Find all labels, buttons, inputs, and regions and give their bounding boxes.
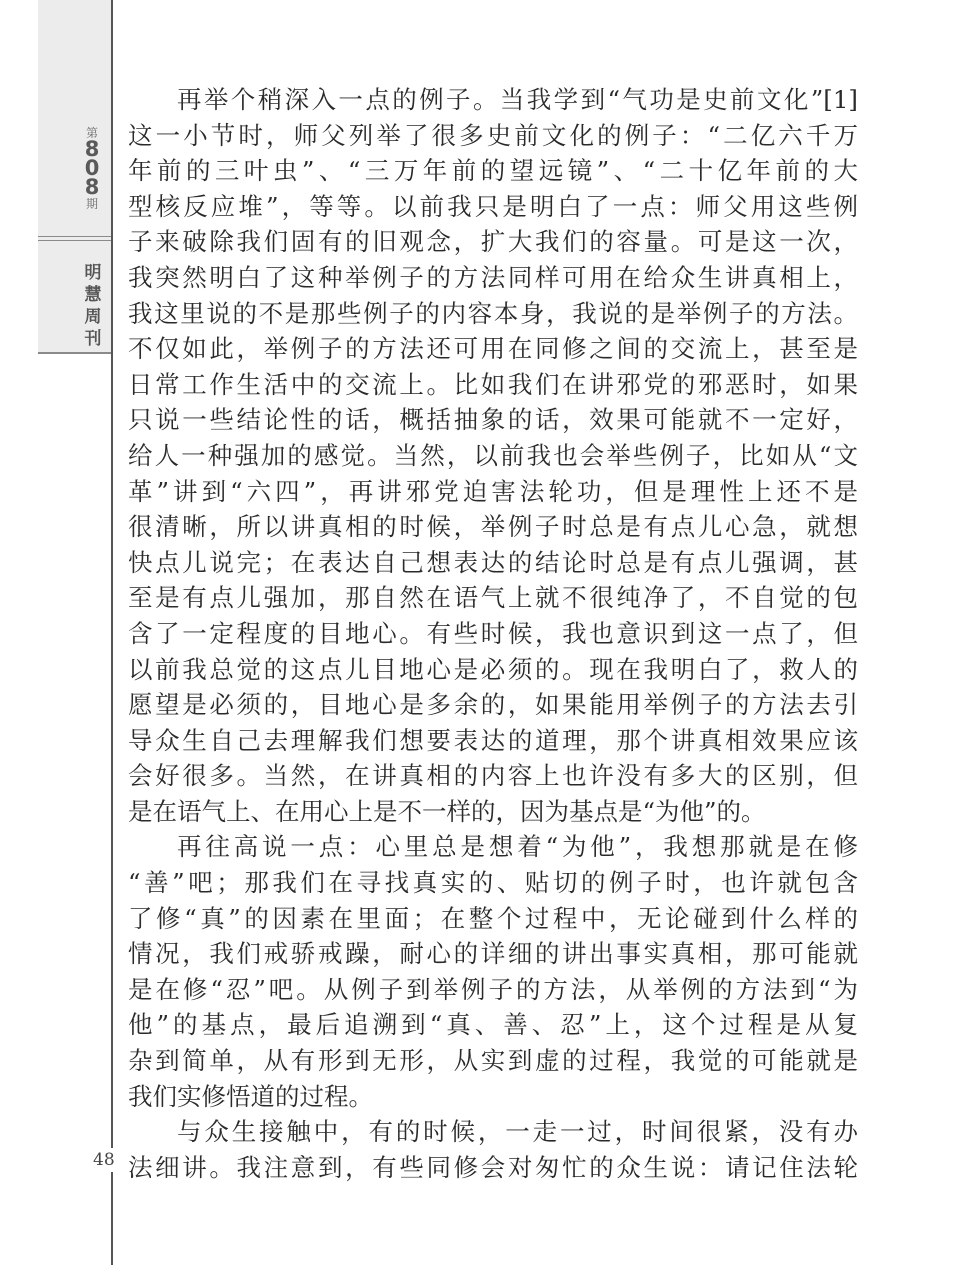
text-line: 愿望是必须的，目地心是多余的，如果能用举例子的方法去引 (128, 690, 858, 720)
margin-rule (111, 0, 113, 1265)
magazine-char: 慧 (84, 285, 102, 305)
tab-divider (38, 240, 112, 241)
magazine-char: 周 (84, 307, 102, 327)
text-line: “善”吧；那我们在寻找真实的、贴切的例子时，也许就包含 (128, 868, 858, 898)
text-line: 再举个稍深入一点的例子。当我学到“气功是史前文化”[1] (177, 85, 858, 114)
text-line: 至是有点儿强加，那自然在语气上就不很纯净了，不自觉的包 (128, 583, 858, 613)
issue-digit: 8 (84, 137, 100, 161)
text-line: 是在语气上、在用心上是不一样的，因为基点是“为他”的。 (128, 796, 766, 826)
text-line: 很清晰，所以讲真相的时候，举例子时总是有点儿心急，就想 (128, 512, 858, 542)
text-line: 型核反应堆”，等等。以前我只是明白了一点：师父用这些例 (128, 191, 858, 221)
text-line: 我这里说的不是那些例子的内容本身，我说的是举例子的方法。 (128, 298, 858, 328)
text-line: 导众生自己去理解我们想要表达的道理，那个讲真相效果应该 (128, 725, 858, 755)
text-line: 只说一些结论性的话，概括抽象的话，效果可能就不一定好， (128, 405, 858, 435)
text-line: 情况，我们戒骄戒躁，耐心的详细的讲出事实真相，那可能就 (128, 939, 858, 969)
text-line: 再往高说一点：心里总是想着“为他”，我想那就是在修 (177, 832, 858, 862)
text-line: 了修“真”的因素在里面；在整个过程中，无论碰到什么样的 (128, 903, 858, 933)
text-line: 他”的基点，最后追溯到“真、善、忍”上，这个过程是从复 (128, 1010, 858, 1040)
text-line: 给人一种强加的感觉。当然，以前我也会举些例子，比如从“文 (128, 440, 858, 470)
text-line: 会好很多。当然，在讲真相的内容上也许没有多大的区别，但 (128, 761, 858, 791)
text-line: 子来破除我们固有的旧观念，扩大我们的容量。可是这一次， (128, 227, 858, 257)
text-line: 日常工作生活中的交流上。比如我们在讲邪党的邪恶时，如果 (128, 369, 858, 399)
text-line: 是在修“忍”吧。从例子到举例子的方法，从举例的方法到“为 (128, 974, 858, 1004)
text-line: 年前的三叶虫”、“三万年前的望远镜”、“二十亿年前的大 (128, 156, 858, 186)
text-line: 杂到简单，从有形到无形，从实到虚的过程，我觉的可能就是 (128, 1046, 858, 1076)
issue-digit: 0 (84, 156, 100, 180)
text-line: 法细讲。我注意到，有些同修会对匆忙的众生说：请记住法轮 (128, 1152, 858, 1182)
text-line: 与众生接触中，有的时候，一走一过，时间很紧，没有办 (177, 1117, 858, 1147)
issue-prefix: 第 (85, 126, 98, 140)
issue-digit: 8 (84, 175, 100, 199)
text-line: 不仅如此，举例子的方法还可用在同修之间的交流上，甚至是 (128, 334, 858, 364)
issue-marker (74, 126, 110, 211)
issue-suffix: 期 (85, 197, 98, 211)
page-number: 48 (93, 1148, 133, 1172)
text-line: 革”讲到“六四”，再讲邪党迫害法轮功，但是理性上还不是 (128, 476, 858, 506)
paragraph (128, 1114, 858, 1185)
paragraph (128, 82, 858, 829)
tab-divider (38, 236, 112, 237)
magazine-char: 刊 (84, 329, 102, 349)
article-body (128, 82, 858, 1185)
text-line: 我们实修悟道的过程。 (128, 1081, 373, 1111)
text-line: 以前我总觉的这点儿目地心是必须的。现在我明白了，救人的 (128, 654, 858, 684)
magazine-char: 明 (84, 263, 102, 283)
paragraph (128, 829, 858, 1114)
text-line: 我突然明白了这种举例子的方法同样可用在给众生讲真相上， (128, 262, 858, 292)
text-line: 这一小节时，师父列举了很多史前文化的例子：“二亿六千万 (128, 120, 858, 150)
text-line: 含了一定程度的目地心。有些时候，我也意识到这一点了，但 (128, 618, 858, 648)
magazine-name (76, 262, 110, 350)
text-line: 快点儿说完；在表达自己想表达的结论时总是有点儿强调，甚 (128, 547, 858, 577)
